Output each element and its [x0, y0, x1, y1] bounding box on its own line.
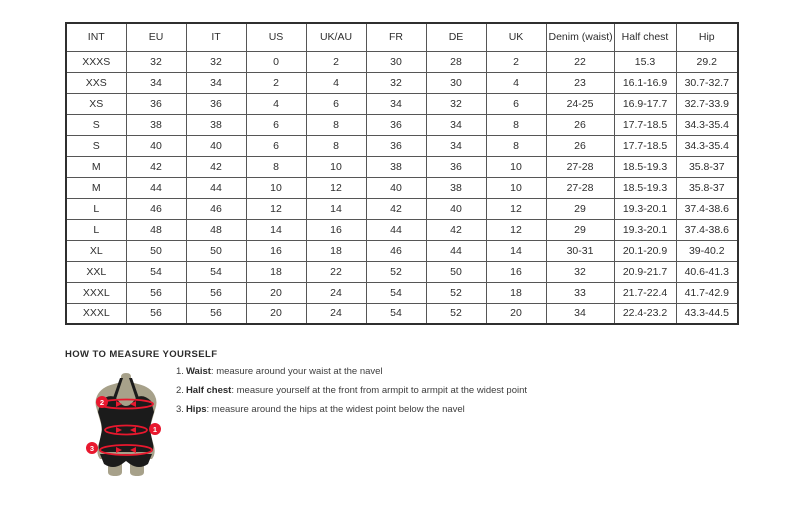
column-header: UK: [486, 23, 546, 51]
table-cell: 56: [186, 282, 246, 303]
table-cell: 37.4-38.6: [676, 198, 738, 219]
instruction-label: Half chest: [185, 385, 232, 396]
table-cell: 20: [246, 303, 306, 324]
table-cell: 24: [306, 303, 366, 324]
table-cell: 0: [246, 51, 306, 72]
table-cell: 22: [306, 261, 366, 282]
table-cell: 56: [186, 303, 246, 324]
table-cell: 29: [546, 219, 614, 240]
table-row: [66, 135, 738, 156]
table-cell: 18: [486, 282, 546, 303]
table-cell: 2: [246, 72, 306, 93]
table-cell: 32: [426, 93, 486, 114]
table-cell: 22: [546, 51, 614, 72]
table-cell: 22.4-23.2: [614, 303, 676, 324]
table-cell: 20: [246, 282, 306, 303]
table-cell: 29.2: [676, 51, 738, 72]
table-cell: 17.7-18.5: [614, 135, 676, 156]
table-cell: 23: [546, 72, 614, 93]
table-cell: 40.6-41.3: [676, 261, 738, 282]
table-cell: 54: [366, 282, 426, 303]
table-cell: 29: [546, 198, 614, 219]
table-row: [66, 219, 738, 240]
table-cell: 56: [126, 303, 186, 324]
table-cell: 40: [426, 198, 486, 219]
table-row: [66, 177, 738, 198]
table-cell: 16: [306, 219, 366, 240]
table-cell: 32: [546, 261, 614, 282]
waist-badge-number: 1: [152, 424, 158, 434]
table-cell: 52: [366, 261, 426, 282]
table-cell: 56: [126, 282, 186, 303]
table-cell: 14: [306, 198, 366, 219]
column-header: US: [246, 23, 306, 51]
table-cell: 44: [366, 219, 426, 240]
table-cell: 12: [486, 219, 546, 240]
table-cell: 20.1-20.9: [614, 240, 676, 261]
table-cell: 39-40.2: [676, 240, 738, 261]
table-cell: XXXL: [66, 282, 126, 303]
table-cell: 4: [246, 93, 306, 114]
table-cell: 41.7-42.9: [676, 282, 738, 303]
table-cell: 18.5-19.3: [614, 156, 676, 177]
table-cell: 30: [426, 72, 486, 93]
table-row: [66, 261, 738, 282]
table-cell: 34: [546, 303, 614, 324]
table-cell: 42: [426, 219, 486, 240]
table-cell: 18.5-19.3: [614, 177, 676, 198]
table-row: [66, 114, 738, 135]
table-cell: 8: [246, 156, 306, 177]
size-chart-section: [65, 22, 739, 325]
table-cell: 50: [126, 240, 186, 261]
table-cell: 34.3-35.4: [676, 135, 738, 156]
table-cell: 26: [546, 135, 614, 156]
table-cell: L: [66, 219, 126, 240]
measurement-figure: [80, 372, 172, 478]
instruction-half-chest: [176, 385, 527, 396]
table-cell: 38: [186, 114, 246, 135]
table-cell: 34: [426, 135, 486, 156]
column-header: INT: [66, 23, 126, 51]
table-row: [66, 240, 738, 261]
table-cell: M: [66, 156, 126, 177]
instruction-number: 3.: [176, 404, 184, 415]
table-row: [66, 282, 738, 303]
table-cell: XS: [66, 93, 126, 114]
table-cell: 32: [126, 51, 186, 72]
table-cell: XXS: [66, 72, 126, 93]
table-cell: 14: [246, 219, 306, 240]
table-cell: 46: [366, 240, 426, 261]
table-cell: 34: [366, 93, 426, 114]
instruction-hips: [176, 404, 527, 415]
table-cell: 30-31: [546, 240, 614, 261]
column-header: Denim (waist): [546, 23, 614, 51]
table-cell: 52: [426, 282, 486, 303]
table-row: [66, 51, 738, 72]
table-cell: 30.7-32.7: [676, 72, 738, 93]
table-row: [66, 303, 738, 324]
table-cell: S: [66, 135, 126, 156]
column-header: EU: [126, 23, 186, 51]
table-cell: M: [66, 177, 126, 198]
table-cell: 50: [186, 240, 246, 261]
table-cell: L: [66, 198, 126, 219]
size-chart-body: [66, 51, 738, 324]
table-cell: XXXL: [66, 303, 126, 324]
instruction-text: : measure around the hips at the widest point below the navel: [206, 404, 465, 415]
table-cell: 8: [486, 135, 546, 156]
table-cell: 19.3-20.1: [614, 219, 676, 240]
mannequin-illustration: [80, 372, 172, 478]
table-cell: 16.1-16.9: [614, 72, 676, 93]
instruction-number: 1.: [176, 366, 184, 377]
chest-badge-number: 2: [99, 397, 105, 407]
table-cell: 10: [486, 177, 546, 198]
table-cell: 40: [186, 135, 246, 156]
table-cell: 17.7-18.5: [614, 114, 676, 135]
table-cell: 34: [126, 72, 186, 93]
table-cell: 33: [546, 282, 614, 303]
table-cell: 8: [306, 135, 366, 156]
table-cell: 28: [426, 51, 486, 72]
table-cell: 36: [366, 114, 426, 135]
column-header: DE: [426, 23, 486, 51]
table-cell: 42: [126, 156, 186, 177]
table-cell: 42: [366, 198, 426, 219]
table-row: [66, 156, 738, 177]
table-cell: 32: [186, 51, 246, 72]
table-row: [66, 198, 738, 219]
measure-instructions: [176, 366, 527, 423]
hips-badge-number: 3: [89, 443, 95, 453]
measure-section-title: HOW TO MEASURE YOURSELF: [65, 349, 218, 360]
table-cell: 4: [306, 72, 366, 93]
table-cell: 20: [486, 303, 546, 324]
table-cell: 40: [366, 177, 426, 198]
table-cell: 2: [486, 51, 546, 72]
column-header: UK/AU: [306, 23, 366, 51]
table-cell: 19.3-20.1: [614, 198, 676, 219]
table-cell: S: [66, 114, 126, 135]
table-cell: 18: [246, 261, 306, 282]
table-cell: 37.4-38.6: [676, 219, 738, 240]
table-cell: 54: [126, 261, 186, 282]
table-cell: 34: [426, 114, 486, 135]
table-cell: 42: [186, 156, 246, 177]
table-row: [66, 72, 738, 93]
table-cell: 36: [126, 93, 186, 114]
instruction-label: Waist: [185, 366, 211, 377]
instruction-text: : measure yourself at the front from armpit to armpit at the widest point: [231, 385, 528, 396]
table-cell: 12: [246, 198, 306, 219]
table-cell: 16: [246, 240, 306, 261]
column-header: IT: [186, 23, 246, 51]
table-cell: 4: [486, 72, 546, 93]
table-cell: 44: [426, 240, 486, 261]
table-cell: 30: [366, 51, 426, 72]
size-chart-header-row: [66, 23, 738, 51]
table-cell: 6: [486, 93, 546, 114]
table-cell: 12: [306, 177, 366, 198]
table-cell: 34: [186, 72, 246, 93]
table-cell: 6: [306, 93, 366, 114]
table-cell: 10: [306, 156, 366, 177]
table-cell: 52: [426, 303, 486, 324]
instruction-text: : measure around your waist at the navel: [210, 366, 383, 377]
table-cell: 50: [426, 261, 486, 282]
table-cell: 38: [366, 156, 426, 177]
table-cell: 35.8-37: [676, 177, 738, 198]
table-cell: 27-28: [546, 156, 614, 177]
table-cell: 20.9-21.7: [614, 261, 676, 282]
table-cell: 12: [486, 198, 546, 219]
table-cell: 38: [426, 177, 486, 198]
table-cell: 48: [186, 219, 246, 240]
table-cell: 32.7-33.9: [676, 93, 738, 114]
column-header: Hip: [676, 23, 738, 51]
table-cell: 36: [186, 93, 246, 114]
table-cell: 6: [246, 135, 306, 156]
table-cell: 40: [126, 135, 186, 156]
table-cell: XXL: [66, 261, 126, 282]
table-cell: XXXS: [66, 51, 126, 72]
table-cell: 36: [366, 135, 426, 156]
table-cell: 16: [486, 261, 546, 282]
table-cell: 2: [306, 51, 366, 72]
table-cell: 35.8-37: [676, 156, 738, 177]
table-cell: 46: [186, 198, 246, 219]
table-cell: 34.3-35.4: [676, 114, 738, 135]
table-cell: 54: [366, 303, 426, 324]
table-cell: 18: [306, 240, 366, 261]
instruction-number: 2.: [176, 385, 184, 396]
table-cell: 43.3-44.5: [676, 303, 738, 324]
column-header: Half chest: [614, 23, 676, 51]
table-cell: 15.3: [614, 51, 676, 72]
table-cell: 44: [186, 177, 246, 198]
column-header: FR: [366, 23, 426, 51]
table-cell: 24: [306, 282, 366, 303]
table-cell: 36: [426, 156, 486, 177]
table-cell: XL: [66, 240, 126, 261]
table-cell: 10: [246, 177, 306, 198]
table-cell: 26: [546, 114, 614, 135]
table-cell: 54: [186, 261, 246, 282]
table-cell: 27-28: [546, 177, 614, 198]
table-cell: 44: [126, 177, 186, 198]
instruction-waist: [176, 366, 527, 377]
table-cell: 8: [306, 114, 366, 135]
table-cell: 38: [126, 114, 186, 135]
table-cell: 24-25: [546, 93, 614, 114]
table-cell: 48: [126, 219, 186, 240]
table-row: [66, 93, 738, 114]
table-cell: 21.7-22.4: [614, 282, 676, 303]
table-cell: 14: [486, 240, 546, 261]
table-cell: 10: [486, 156, 546, 177]
table-cell: 8: [486, 114, 546, 135]
table-cell: 6: [246, 114, 306, 135]
table-cell: 32: [366, 72, 426, 93]
size-chart-table: [65, 22, 739, 325]
table-cell: 46: [126, 198, 186, 219]
instruction-label: Hips: [185, 404, 207, 415]
table-cell: 16.9-17.7: [614, 93, 676, 114]
